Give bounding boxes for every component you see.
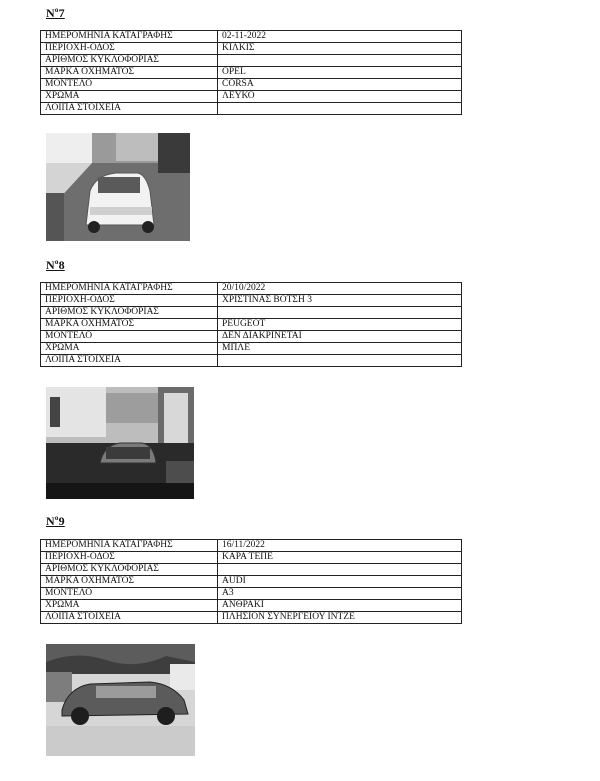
label-date: ΗΜΕΡΟΜΗΝΙΑ ΚΑΤΑΓΡΑΦΗΣ bbox=[41, 283, 218, 295]
value-model: CORSA bbox=[218, 79, 462, 91]
vehicle-info-table bbox=[40, 282, 462, 367]
label-make: ΜΑΡΚΑ ΟΧΗΜΑΤΟΣ bbox=[41, 576, 218, 588]
label-color: ΧΡΩΜΑ bbox=[41, 600, 218, 612]
label-other: ΛΟΙΠΑ ΣΤΟΙΧΕΙΑ bbox=[41, 103, 218, 115]
row-other bbox=[41, 355, 462, 367]
value-other bbox=[218, 103, 462, 115]
value-make: OPEL bbox=[218, 67, 462, 79]
label-area: ΠΕΡΙΟΧΗ-ΟΔΟΣ bbox=[41, 295, 218, 307]
vehicle-info-table bbox=[40, 539, 462, 624]
label-make: ΜΑΡΚΑ ΟΧΗΜΑΤΟΣ bbox=[41, 319, 218, 331]
row-model bbox=[41, 588, 462, 600]
value-model: ΔΕΝ ΔΙΑΚΡΙΝΕΤΑΙ bbox=[218, 331, 462, 343]
label-area: ΠΕΡΙΟΧΗ-ΟΔΟΣ bbox=[41, 43, 218, 55]
row-plate bbox=[41, 564, 462, 576]
vehicle-photo bbox=[46, 133, 190, 241]
value-plate bbox=[218, 307, 462, 319]
value-color: ΛΕΥΚΟ bbox=[218, 91, 462, 103]
row-make bbox=[41, 67, 462, 79]
row-color bbox=[41, 600, 462, 612]
label-model: ΜΟΝΤΕΛΟ bbox=[41, 79, 218, 91]
label-plate: ΑΡΙΘΜΟΣ ΚΥΚΛΟΦΟΡΙΑΣ bbox=[41, 307, 218, 319]
value-date: 02-11-2022 bbox=[218, 31, 462, 43]
label-color: ΧΡΩΜΑ bbox=[41, 343, 218, 355]
value-make: PEUGEOT bbox=[218, 319, 462, 331]
label-make: ΜΑΡΚΑ ΟΧΗΜΑΤΟΣ bbox=[41, 67, 218, 79]
value-model: A3 bbox=[218, 588, 462, 600]
value-area: ΚΑΡΑ ΤΕΠΕ bbox=[218, 552, 462, 564]
value-area: ΧΡΙΣΤΙΝΑΣ ΒΟΤΣΗ 3 bbox=[218, 295, 462, 307]
row-model bbox=[41, 331, 462, 343]
value-date: 20/10/2022 bbox=[218, 283, 462, 295]
label-date: ΗΜΕΡΟΜΗΝΙΑ ΚΑΤΑΓΡΑΦΗΣ bbox=[41, 540, 218, 552]
label-other: ΛΟΙΠΑ ΣΤΟΙΧΕΙΑ bbox=[41, 355, 218, 367]
vehicle-info-table bbox=[40, 30, 462, 115]
label-date: ΗΜΕΡΟΜΗΝΙΑ ΚΑΤΑΓΡΑΦΗΣ bbox=[41, 31, 218, 43]
row-date bbox=[41, 31, 462, 43]
row-color bbox=[41, 343, 462, 355]
row-plate bbox=[41, 55, 462, 67]
row-area bbox=[41, 552, 462, 564]
vehicle-photo bbox=[46, 644, 195, 756]
vehicle-photo bbox=[46, 387, 194, 499]
record-number: $N^o7$ bbox=[46, 6, 65, 20]
row-other bbox=[41, 103, 462, 115]
value-color: ΜΠΛΕ bbox=[218, 343, 462, 355]
row-plate bbox=[41, 307, 462, 319]
label-plate: ΑΡΙΘΜΟΣ ΚΥΚΛΟΦΟΡΙΑΣ bbox=[41, 564, 218, 576]
row-date bbox=[41, 283, 462, 295]
value-other bbox=[218, 355, 462, 367]
value-other: ΠΛΗΣΙΟΝ ΣΥΝΕΡΓΕΙΟΥ ΙΝΤΖΕ bbox=[218, 612, 462, 624]
value-make: AUDI bbox=[218, 576, 462, 588]
label-plate: ΑΡΙΘΜΟΣ ΚΥΚΛΟΦΟΡΙΑΣ bbox=[41, 55, 218, 67]
label-color: ΧΡΩΜΑ bbox=[41, 91, 218, 103]
label-model: ΜΟΝΤΕΛΟ bbox=[41, 588, 218, 600]
record-number: $N^o9$ bbox=[46, 514, 65, 528]
label-other: ΛΟΙΠΑ ΣΤΟΙΧΕΙΑ bbox=[41, 612, 218, 624]
label-model: ΜΟΝΤΕΛΟ bbox=[41, 331, 218, 343]
value-area: ΚΙΛΚΙΣ bbox=[218, 43, 462, 55]
row-model bbox=[41, 79, 462, 91]
row-area bbox=[41, 43, 462, 55]
value-plate bbox=[218, 564, 462, 576]
row-other bbox=[41, 612, 462, 624]
row-color bbox=[41, 91, 462, 103]
record-number: $N^o8$ bbox=[46, 258, 65, 272]
value-date: 16/11/2022 bbox=[218, 540, 462, 552]
label-area: ΠΕΡΙΟΧΗ-ΟΔΟΣ bbox=[41, 552, 218, 564]
row-make bbox=[41, 319, 462, 331]
value-color: ΑΝΘΡΑΚΙ bbox=[218, 600, 462, 612]
row-date bbox=[41, 540, 462, 552]
value-plate bbox=[218, 55, 462, 67]
row-make bbox=[41, 576, 462, 588]
row-area bbox=[41, 295, 462, 307]
